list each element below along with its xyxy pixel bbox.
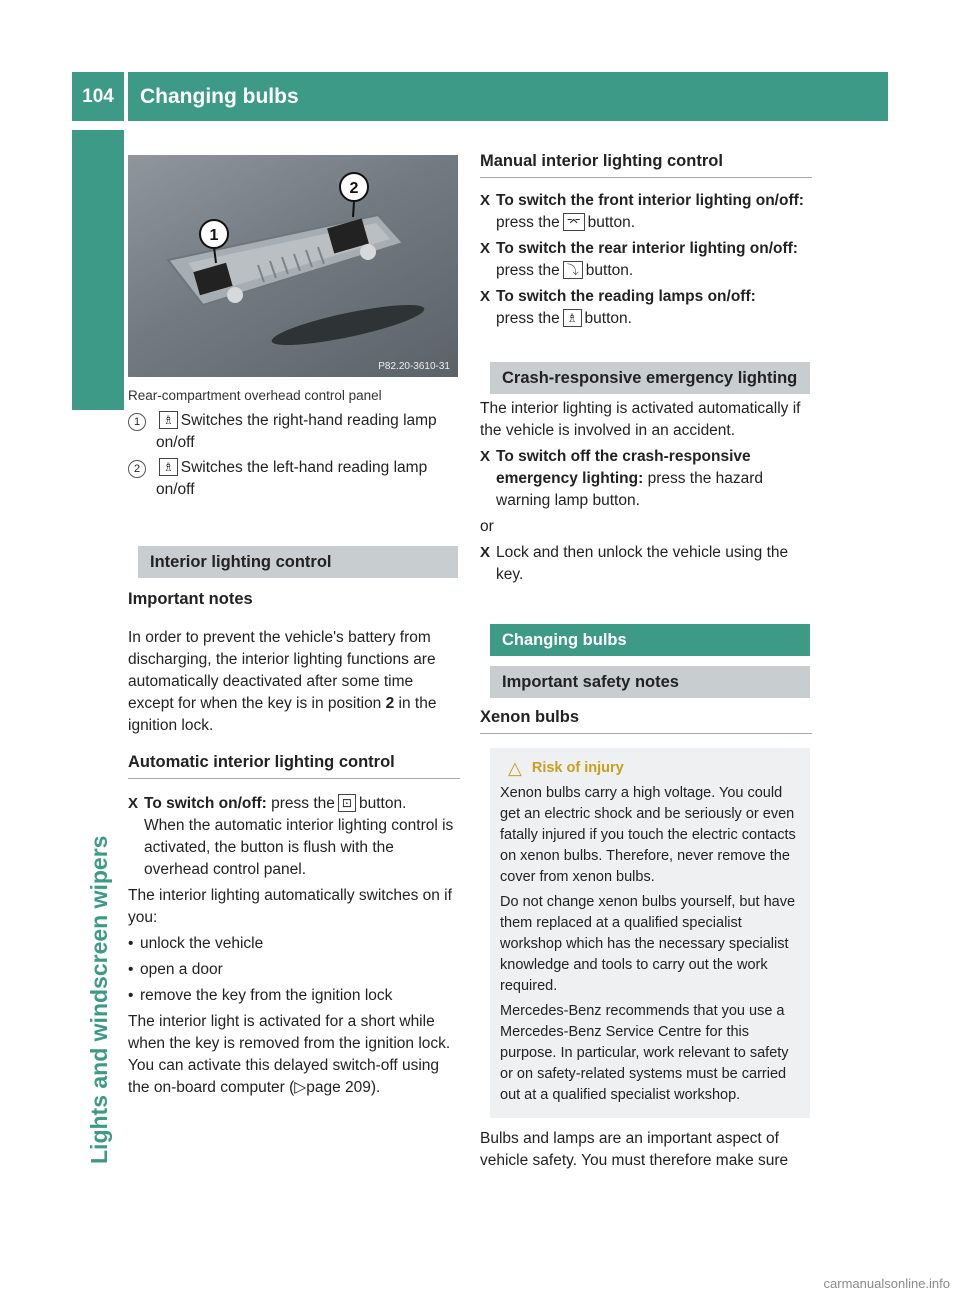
step-arrow-icon: X <box>480 448 491 465</box>
list-item: • unlock the vehicle <box>128 935 264 952</box>
sub-heading: Xenon bulbs <box>480 706 812 734</box>
overhead-panel-illustration <box>128 155 458 377</box>
section-heading: Changing bulbs <box>490 624 810 656</box>
sub-heading: Automatic interior lighting control <box>128 751 460 779</box>
warning-paragraph: Xenon bulbs carry a high voltage. You could get an electric shock and be seriously or even fatally injured if you touch the electric contacts on xenon bulbs. Therefore, never remove the cover from xenon bulbs. <box>500 785 796 885</box>
closing-text: Bulbs and lamps are an important aspect of vehicle safety. You must therefore make sure <box>480 1130 789 1169</box>
callout-2: 2 <box>349 180 359 197</box>
reading-lamp-icon: ♗ <box>563 309 582 327</box>
warning-triangle-icon: △ <box>508 758 522 778</box>
legend-number: 2 <box>128 460 146 478</box>
warning-title: △ Risk of injury <box>508 758 624 778</box>
delay-text: The interior light is activated for a short while when the key is removed from the ignition lock. You can activate this delayed switch-off using the on-board computer (▷page 209). <box>128 1013 451 1096</box>
instruction-step: X To switch the reading lamps on/off: press the ♗ button. <box>480 286 812 330</box>
crash-text: The interior lighting is activated automatically if the vehicle is involved in an accident. <box>480 400 801 439</box>
step-arrow-icon: X <box>480 192 491 209</box>
auto-lighting-icon: ⊡ <box>338 794 356 812</box>
warning-paragraph: Do not change xenon bulbs yourself, but have them replaced at a qualified specialist workshop which has the necessary specialist knowledge and tools to carry out the work required. <box>500 894 796 994</box>
front-light-icon: ⌤ <box>563 213 585 231</box>
instruction-step: X Lock and then unlock the vehicle using the key. <box>480 542 812 586</box>
figure-caption: Rear-compartment overhead control panel <box>128 388 382 403</box>
warning-paragraph: Mercedes-Benz recommends that you use a Mercedes-Benz Service Centre for this purpose. In particular, work relevant to safety or on safety-related systems must be carried out at a qualified specialist workshop. <box>500 1003 789 1103</box>
sub-heading: Manual interior lighting control <box>480 150 812 178</box>
chapter-label: Lights and windscreen wipers <box>86 835 112 1164</box>
important-notes-text: In order to prevent the vehicle's battery from discharging, the interior lighting functions are automatically deactivated after some time except for when the key is in position 2 in the ignition lock. <box>128 629 437 734</box>
reading-lamp-icon: ♗ <box>159 458 178 476</box>
right-column <box>480 150 812 1176</box>
page-ref-link[interactable]: page 209 <box>306 1079 371 1096</box>
reading-lamp-icon: ♗ <box>159 411 178 429</box>
callout-1: 1 <box>209 227 219 244</box>
legend-text: Switches the right-hand reading lamp on/off <box>156 412 437 451</box>
rear-light-icon: ⤵ <box>563 261 583 279</box>
section-heading: Crash-responsive emergency lighting <box>490 362 810 394</box>
sub-heading: Important notes <box>128 590 253 608</box>
page-number: 104 <box>72 72 124 121</box>
section-heading: Interior lighting control <box>138 546 458 578</box>
overhead-panel-photo <box>128 155 458 377</box>
figure-code: P82.20-3610-31 <box>378 361 450 372</box>
step-arrow-icon: X <box>480 240 491 257</box>
auto-intro: The interior lighting automatically switches on if you: <box>128 887 452 926</box>
list-item: • remove the key from the ignition lock <box>128 987 393 1004</box>
page-ref-arrow-icon: ▷ <box>294 1079 307 1096</box>
step-arrow-icon: X <box>128 795 139 812</box>
or-text: or <box>480 518 494 535</box>
legend-item <box>128 410 460 454</box>
watermark: carmanualsonline.info <box>823 1276 950 1291</box>
instruction-step: X To switch the front interior lighting on/off: press the ⌤ button. <box>480 190 812 234</box>
legend-number: 1 <box>128 413 146 431</box>
legend-item <box>128 457 460 501</box>
legend-text: Switches the left-hand reading lamp on/off <box>156 459 428 498</box>
instruction-step: X To switch off the crash-responsive emergency lighting: press the hazard warning lamp button. <box>480 446 812 512</box>
page-title: Changing bulbs <box>128 72 888 121</box>
instruction-step: X To switch on/off: press the ⊡ button. When the automatic interior lighting control is activated, the button is flush with the overhead control panel. <box>128 793 460 881</box>
section-heading: Important safety notes <box>490 666 810 698</box>
step-arrow-icon: X <box>480 288 491 305</box>
list-item: • open a door <box>128 961 223 978</box>
instruction-step: X To switch the rear interior lighting on/off: press the ⤵ button. <box>480 238 812 282</box>
step-arrow-icon: X <box>480 544 491 561</box>
left-column <box>128 155 460 1103</box>
warning-box <box>490 748 810 1118</box>
